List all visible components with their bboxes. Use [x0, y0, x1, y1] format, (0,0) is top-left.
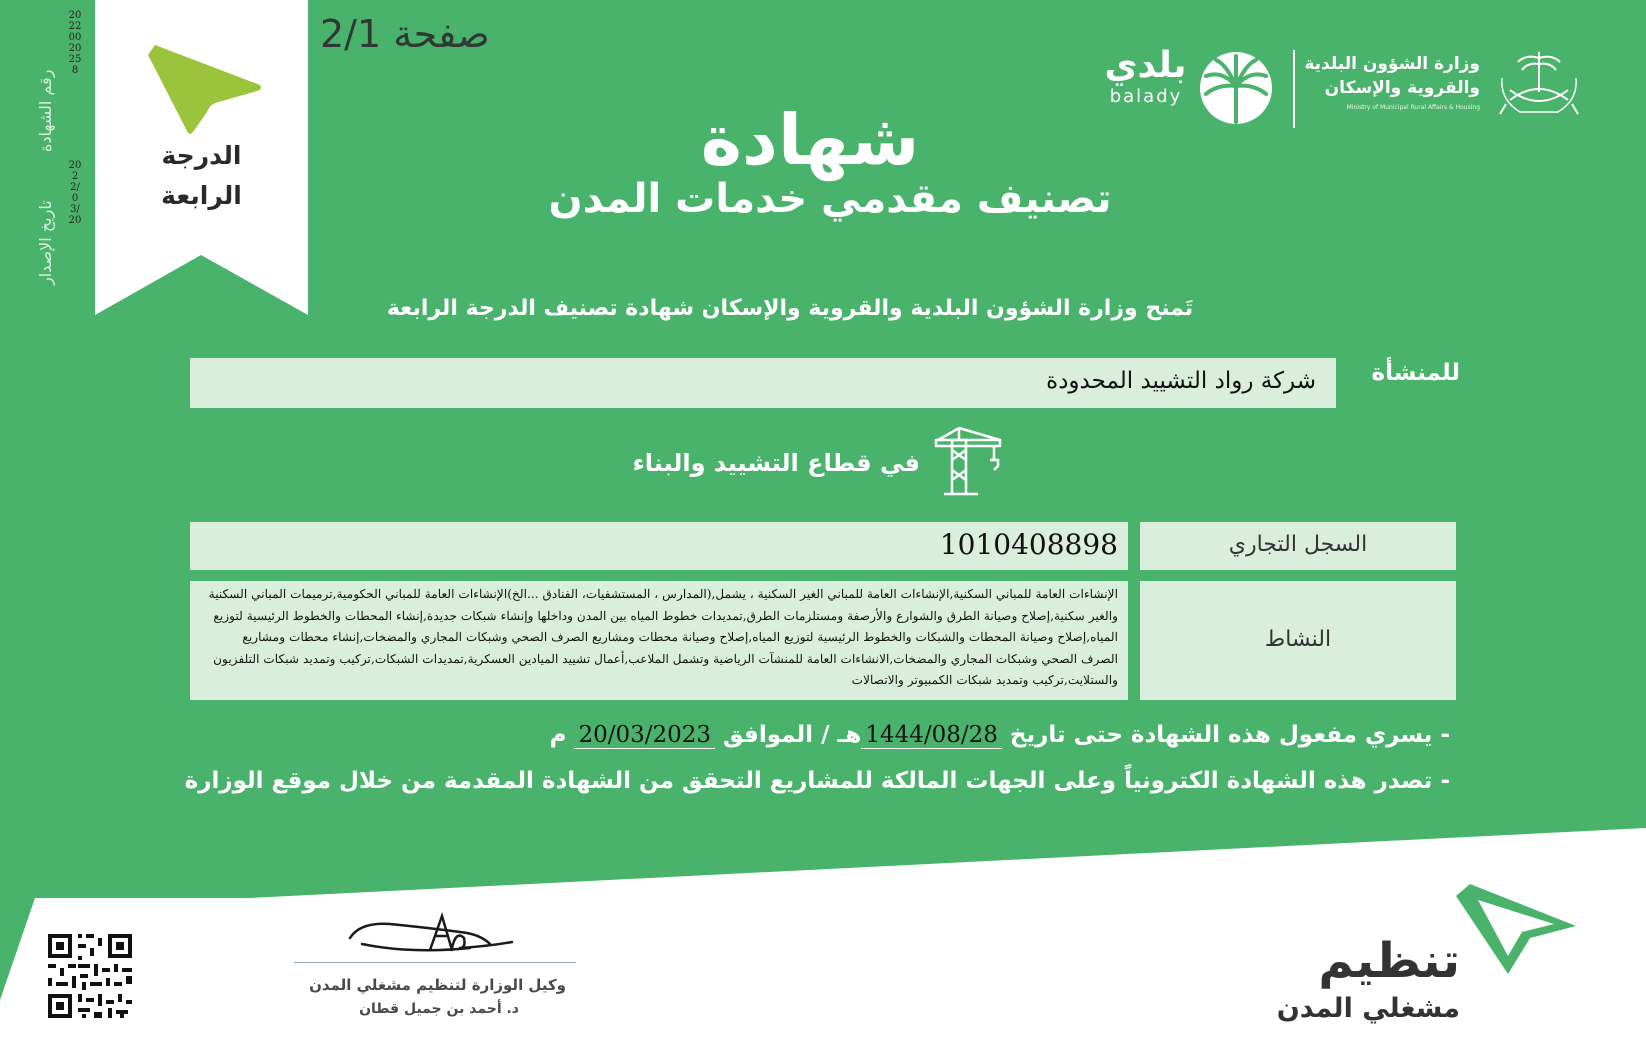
- grade-line2: الرابعة: [161, 181, 242, 210]
- commercial-register-value: 1010408898: [939, 528, 1118, 561]
- validity-line: [490, 722, 1450, 748]
- verification-note: - تصدر هذه الشهادة الكترونياً وعلى الجهات المالكة للمشاريع التحقق من الشهادة المقدمة من خلال موقع الوزارة: [184, 768, 1450, 794]
- grade-line1: الدرجة: [161, 141, 242, 170]
- qr-code-icon: [30, 916, 150, 1036]
- certificate-number: 20220020258: [68, 10, 82, 76]
- page-indicator: صفحة 2/1: [320, 12, 490, 56]
- gregorian-suffix: م: [549, 722, 567, 748]
- balady-palm-icon: [1198, 50, 1274, 126]
- sector-label: في قطاع التشييد والبناء: [632, 449, 920, 477]
- validity-prefix: - يسري مفعول هذه الشهادة حتى تاريخ: [1009, 722, 1450, 748]
- ministry-name: وزارة الشؤون البلدية والقروية والإسكان: [1304, 54, 1480, 98]
- crane-icon: [934, 426, 1006, 496]
- brand-tagline: مشغلي المدن: [1276, 993, 1460, 1024]
- activity-text: الإنشاءات العامة للمباني السكنية,الإنشاءات العامة للمباني الغير السكنية ، يشمل,(المدارس ، المستشفيات، الفنادق ...الخ)الإنشاءات العامة للمباني الحكومية,ترميمات المباني السكنية والغير سكنية,إصلاح وصيانة الطرق والشوارع والأرصفة ومستلزمات الطرق,تمديدات خطوط المياه بين المدن وداخلها وإنشاء شبكات جديدة,إنشاء المحطات والخطوط الرئيسية لتوزيع المياه,إصلاح وصيانة المحطات والشبكات والخطوط الرئيسية لتوزيع المياه,إصلاح وصيانة محطات ومشاريع الصرف الصحي وشبكات المجاري والمضخات,إنشاء محطات ومشاريع الصرف الصحي وشبكات المجاري والمضخات,الانشاءات العامة للمنشآت الرياضية وتشمل الملاعب,أعمال تشييد الميادين العسكرية,تمديدات الشبكات,تركيب وتمديد شبكات التلفزيون والستلايت,تركيب وتمديد شبكات الكمبيوتر والاتصالات: [208, 587, 1118, 687]
- certificate-title: شهادة: [700, 99, 920, 181]
- issue-date: 2022/03/20: [68, 160, 82, 226]
- issue-date-label: تاريخ الإصدار: [36, 200, 55, 285]
- gregorian-date: 20/03/2023: [574, 722, 715, 749]
- signatory-name: د. أحمد بن جميل قطان: [359, 1001, 519, 1017]
- hijri-date: 1444/08/28: [861, 722, 1002, 749]
- signature-icon: [340, 908, 520, 968]
- saudi-emblem-icon: [1496, 48, 1582, 120]
- grade-label: [95, 136, 308, 216]
- equivalent-label: الموافق: [723, 722, 814, 748]
- certificate-number-label: رقم الشهادة: [36, 69, 55, 152]
- certificate-subtitle: تصنيف مقدمي خدمات المدن: [548, 176, 1112, 222]
- signatory-title: وكيل الوزارة لتنظيم مشغلي المدن: [309, 976, 566, 994]
- signature-line: [294, 962, 576, 963]
- commercial-register-label: السجل التجاري: [1228, 532, 1368, 557]
- brand-arrow-icon: [1448, 878, 1588, 978]
- brand-name: تنظيم: [1318, 933, 1460, 989]
- ministry-name-english: Ministry of Municipal Rural Affairs & Housing: [1346, 104, 1480, 111]
- balady-logo-arabic: بلدي: [1104, 45, 1187, 86]
- balady-logo-english: balady: [1109, 86, 1183, 107]
- establishment-label: للمنشأة: [1371, 360, 1460, 386]
- logo-divider: [1293, 50, 1295, 128]
- grant-statement: تَمنح وزارة الشؤون البلدية والقروية والإسكان شهادة تصنيف الدرجة الرابعة: [386, 296, 1194, 321]
- date-separator: /: [821, 722, 830, 748]
- establishment-name: شركة رواد التشييد المحدودة: [1046, 368, 1316, 394]
- qr-code[interactable]: [30, 916, 150, 1036]
- activity-label: النشاط: [1264, 627, 1332, 652]
- hijri-suffix: هـ: [837, 722, 862, 748]
